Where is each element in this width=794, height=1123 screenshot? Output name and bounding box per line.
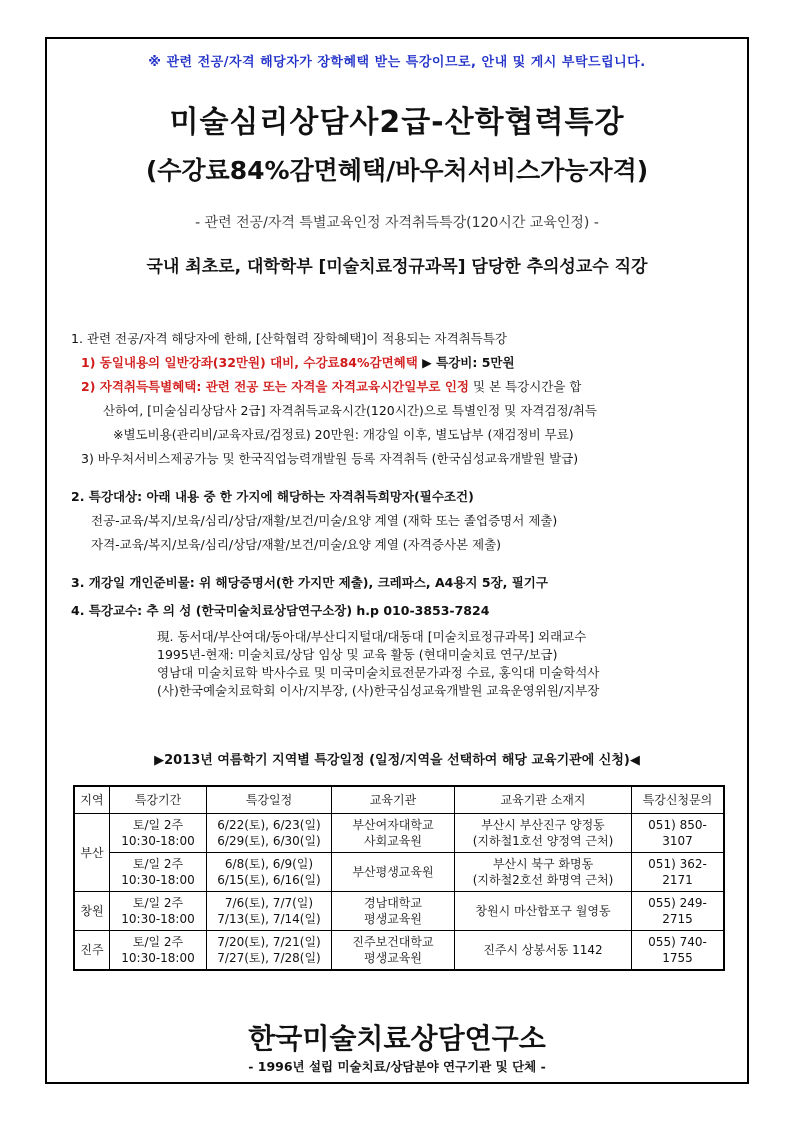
table-header-row <box>74 786 724 814</box>
section-2-line-1: 전공-교육/복지/보육/심리/상담/재활/보건/미술/요양 계열 (재학 또는 졸업증명서 제출) <box>91 513 558 528</box>
header-location: 교육기관 소재지 <box>455 786 632 814</box>
flyer-frame <box>45 37 749 1084</box>
region-cell: 진주 <box>74 931 110 971</box>
region-cell: 창원 <box>74 892 110 931</box>
section-1-item-2 <box>81 377 581 395</box>
instructor-bio-1: 現. 동서대/부산여대/동아대/부산디지털대/대동대 [미술치료정규과목] 외래교수 <box>157 629 587 644</box>
institution-cell: 부산평생교육원 <box>332 853 455 892</box>
dates-cell: 7/20(토), 7/21(일) 7/27(토), 7/28(일) <box>207 931 332 971</box>
region-cell: 부산 <box>74 814 110 892</box>
section-2-heading: 2. 특강대상: 아래 내용 중 한 가지에 해당하는 자격취득희망자(필수조건) <box>71 489 474 504</box>
table-row <box>74 931 724 971</box>
page-subtitle: (수강료84%감면혜택/바우처서비스가능자격) <box>145 156 649 185</box>
instructor-bio-2: 1995년-현재: 미술치료/상담 임상 및 교육 활동 (현대미술치료 연구/보급) <box>157 647 558 662</box>
table-row <box>74 892 724 931</box>
contact-cell: 055) 740-1755 <box>632 931 725 971</box>
institution-cell: 경남대학교 평생교육원 <box>332 892 455 931</box>
organization-subtitle: - 1996년 설립 미술치료/상담분야 연구기관 및 단체 - <box>248 1059 546 1074</box>
section-1-item-1 <box>81 353 515 371</box>
dates-cell: 6/8(토), 6/9(일) 6/15(토), 6/16(일) <box>207 853 332 892</box>
page-title: 미술심리상담사2급-산학협력특강 <box>169 105 625 140</box>
schedule-title: ▶2013년 여름학기 지역별 특강일정 (일정/지역을 선택하여 해당 교육기관에 신청)◀ <box>154 753 640 768</box>
table-row <box>74 814 724 853</box>
dates-cell: 7/6(토), 7/7(일) 7/13(토), 7/14(일) <box>207 892 332 931</box>
notice-text: ※ 관련 전공/자격 해당자가 장학혜택 받는 특강이므로, 안내 및 게시 부탁드립니다. <box>148 55 646 70</box>
contact-cell: 055) 249-2715 <box>632 892 725 931</box>
period-cell: 토/일 2주 10:30-18:00 <box>110 853 207 892</box>
period-cell: 토/일 2주 10:30-18:00 <box>110 814 207 853</box>
header-contact: 특강신청문의 <box>632 786 725 814</box>
instructor-bio-3: 영남대 미술치료학 박사수료 및 미국미술치료전문가과정 수료, 홍익대 미술학석사 <box>157 665 600 680</box>
location-cell: 부산시 부산진구 양정동 (지하철1호선 양정역 근처) <box>455 814 632 853</box>
institution-cell: 진주보건대학교 평생교육원 <box>332 931 455 971</box>
location-cell: 진주시 상봉서동 1142 <box>455 931 632 971</box>
section-1-item-2-highlight: 2) 자격취득특별혜택: 관련 전공 또는 자격을 자격교육시간일부로 인정 <box>81 379 469 394</box>
section-1-item-2-note: ※별도비용(관리비/교육자료/검정료) 20만원: 개강일 이후, 별도납부 (재검정비 무료) <box>113 427 574 442</box>
organization-name: 한국미술치료상담연구소 <box>248 1022 546 1055</box>
contact-cell: 051) 362-2171 <box>632 853 725 892</box>
section-2-line-2: 자격-교육/복지/보육/심리/상담/재활/보건/미술/요양 계열 (자격증사본 제출) <box>91 537 502 552</box>
location-cell: 부산시 북구 화명동 (지하철2호선 화명역 근처) <box>455 853 632 892</box>
dates-cell: 6/22(토), 6/23(일) 6/29(토), 6/30(일) <box>207 814 332 853</box>
lead-text: 국내 최초로, 대학학부 [미술치료정규과목] 담당한 추의성교수 직강 <box>146 257 648 277</box>
section-1-item-2-line-2: 산하여, [미술심리상담사 2급] 자격취득교육시간(120시간)으로 특별인정 및 자격검정/취득 <box>103 403 597 418</box>
period-cell: 토/일 2주 10:30-18:00 <box>110 892 207 931</box>
header-period: 특강기간 <box>110 786 207 814</box>
schedule-table <box>73 785 725 971</box>
period-cell: 토/일 2주 10:30-18:00 <box>110 931 207 971</box>
institution-cell: 부산여자대학교 사회교육원 <box>332 814 455 853</box>
table-row <box>74 853 724 892</box>
header-dates: 특강일정 <box>207 786 332 814</box>
section-3-heading: 3. 개강일 개인준비물: 위 해당증명서(한 가지만 제출), 크레파스, A4용지 5장, 필기구 <box>71 575 548 590</box>
section-1-item-1-highlight: 1) 동일내용의 일반강좌(32만원) 대비, 수강료84%감면혜택 <box>81 355 418 370</box>
section-1-item-2-rest: 및 본 특강시간을 합 <box>468 379 582 394</box>
section-1-heading: 1. 관련 전공/자격 해당자에 한해, [산학협력 장학혜택]이 적용되는 자격취득특강 <box>71 331 507 346</box>
header-region: 지역 <box>74 786 110 814</box>
section-4-heading: 4. 특강교수: 추 의 성 (한국미술치료상담연구소장) h.p 010-3853-7824 <box>71 603 490 618</box>
tagline: - 관련 전공/자격 특별교육인정 자격취득특강(120시간 교육인정) - <box>195 215 599 231</box>
header-institution: 교육기관 <box>332 786 455 814</box>
instructor-bio-4: (사)한국예술치료학회 이사/지부장, (사)한국심성교육개발원 교육운영위원/지부장 <box>157 683 600 698</box>
section-1-item-1-rest: ▶ 특강비: 5만원 <box>417 355 515 370</box>
contact-cell: 051) 850-3107 <box>632 814 725 853</box>
section-1-item-3: 3) 바우처서비스제공가능 및 한국직업능력개발원 등록 자격취득 (한국심성교육개발원 발급) <box>81 451 579 466</box>
location-cell: 창원시 마산합포구 월영동 <box>455 892 632 931</box>
